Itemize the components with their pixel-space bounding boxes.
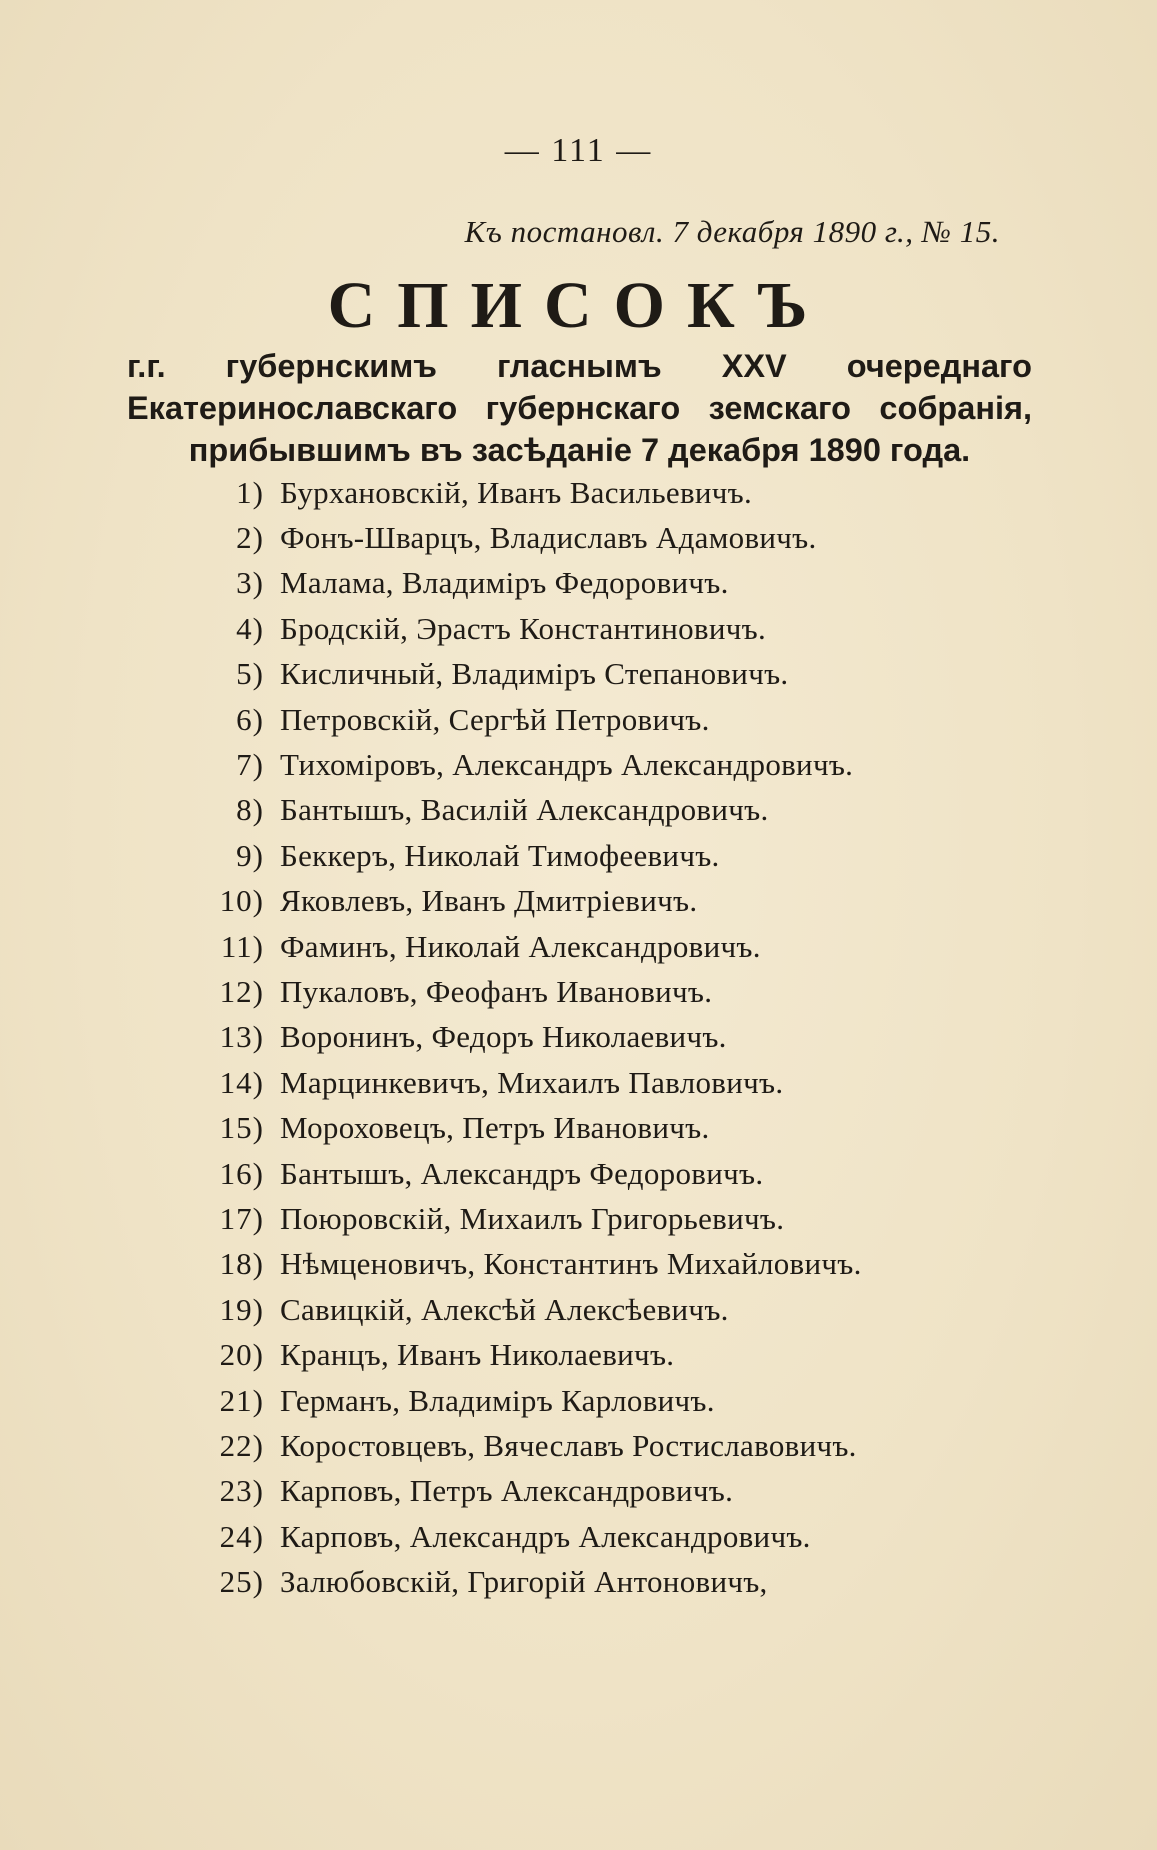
member-name: Яковлевъ, Иванъ Дмитріевичъ. [280,883,698,919]
member-name: Бурхановскій, Иванъ Васильевичъ. [280,474,753,510]
member-name: Карповъ, Александръ Александровичъ. [280,1518,811,1554]
member-name: Малама, Владиміръ Федоровичъ. [280,565,729,601]
item-number: 24) [219,1518,264,1554]
list-item [180,833,1060,878]
list-item [180,652,1060,697]
list-item [180,1242,1060,1287]
member-name: Поюровскій, Михаилъ Григорьевичъ. [280,1200,785,1236]
list-item [180,1287,1060,1332]
member-name: Мороховецъ, Петръ Ивановичъ. [280,1110,710,1146]
list-item [180,1378,1060,1423]
item-number: 6) [236,701,264,737]
member-name: Беккеръ, Николай Тимофеевичъ. [280,837,720,873]
member-name: Кранцъ, Иванъ Николаевичъ. [280,1337,675,1373]
member-name: Савицкій, Алексѣй Алексѣевичъ. [280,1291,729,1327]
item-number: 9) [236,837,264,873]
item-number: 20) [219,1337,264,1373]
list-item [180,470,1060,515]
list-item [180,742,1060,787]
item-number: 22) [219,1427,264,1463]
member-name: Петровскій, Сергѣй Петровичъ. [280,701,710,737]
item-number: 19) [219,1291,264,1327]
member-name: Пукаловъ, Феофанъ Ивановичъ. [280,973,713,1009]
member-name: Кисличный, Владиміръ Степановичъ. [280,656,789,692]
list-item [180,697,1060,742]
item-number: 18) [219,1246,264,1282]
item-number: 17) [219,1200,264,1236]
list-item [180,1332,1060,1377]
list-item [180,1423,1060,1468]
list-item [180,1559,1060,1604]
item-number: 16) [219,1155,264,1191]
list-item [180,1105,1060,1150]
document-title: СПИСОКЪ [327,269,830,342]
member-name: Карповъ, Петръ Александровичъ. [280,1473,734,1509]
member-name: Залюбовскій, Григорій Антоновичъ, [280,1564,768,1600]
item-number: 15) [219,1110,264,1146]
item-number: 5) [236,656,264,692]
item-number: 25) [219,1564,264,1600]
item-number: 12) [219,973,264,1009]
item-number: 11) [220,928,264,964]
member-name: Германъ, Владиміръ Карловичъ. [280,1382,715,1418]
item-number: 1) [236,474,264,510]
member-name: Нѣмценовичъ, Константинъ Михайловичъ. [280,1246,862,1282]
member-name: Фонъ-Шварцъ, Владиславъ Адамовичъ. [280,520,817,556]
member-name: Бантышъ, Василій Александровичъ. [280,792,769,828]
member-name: Фаминъ, Николай Александровичъ. [280,928,761,964]
item-number: 2) [236,520,264,556]
item-number: 7) [236,747,264,783]
member-name: Марцинкевичъ, Михаилъ Павловичъ. [280,1064,784,1100]
member-name: Бантышъ, Александръ Федоровичъ. [280,1155,764,1191]
list-item [180,969,1060,1014]
list-item [180,561,1060,606]
item-number: 21) [219,1382,264,1418]
member-name: Воронинъ, Федоръ Николаевичъ. [280,1019,727,1055]
document-subtitle: г.г. губернскимъ гласнымъ XXV очереднаго Екатеринославскаго губернскаго земскаго собранія, прибывшимъ въ засѣданіе 7 декабря 1890 года. [127,348,1032,468]
list-item [180,515,1060,560]
list-item [180,1151,1060,1196]
list-item [180,1060,1060,1105]
item-number: 4) [236,610,264,646]
list-item [180,788,1060,833]
resolution-reference: Къ постановл. 7 декабря 1890 г., № 15. [464,214,1000,249]
member-name: Тихоміровъ, Александръ Александровичъ. [280,747,854,783]
item-number: 8) [236,792,264,828]
item-number: 23) [219,1473,264,1509]
member-name: Бродскій, Эрастъ Константиновичъ. [280,610,766,646]
item-number: 3) [236,565,264,601]
member-name: Коростовцевъ, Вячеславъ Ростиславовичъ. [280,1427,857,1463]
list-item [180,1015,1060,1060]
list-item [180,879,1060,924]
item-number: 14) [219,1064,264,1100]
list-item [180,606,1060,651]
list-item [180,1196,1060,1241]
members-list [180,470,1060,1605]
item-number: 10) [219,883,264,919]
list-item [180,924,1060,969]
list-item [180,1469,1060,1514]
item-number: 13) [219,1019,264,1055]
page-number: — 111 — [504,132,653,169]
list-item [180,1514,1060,1559]
